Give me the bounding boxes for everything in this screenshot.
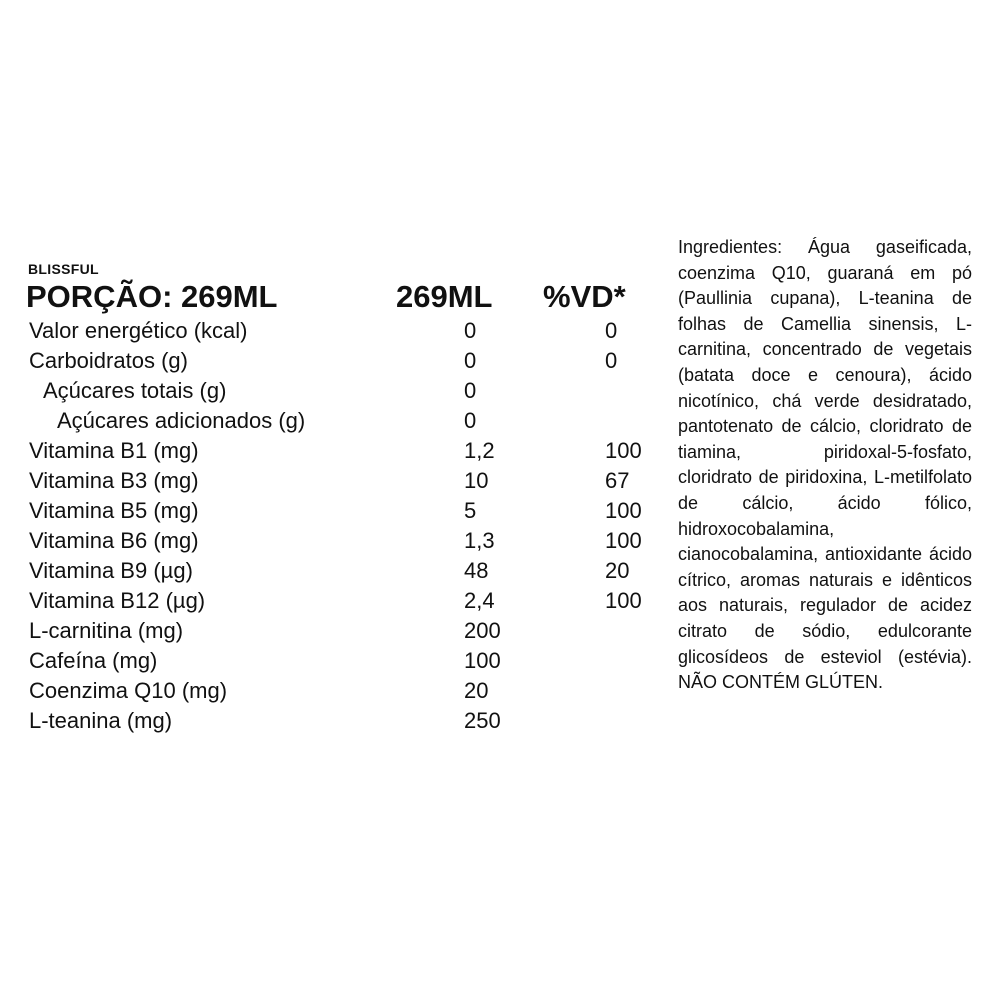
nutrient-name: Vitamina B12 (µg) [29,588,206,613]
nutrient-amount: 1,3 [464,528,495,553]
nutrient-name: Vitamina B9 (µg) [29,558,193,583]
nutrient-daily-value: 20 [605,558,630,583]
table-row [0,526,680,556]
portion-heading: PORÇÃO: 269ML [26,279,278,314]
nutrient-name: Valor energético (kcal) [29,318,248,343]
nutrient-amount: 5 [464,498,477,523]
nutrient-amount: 0 [464,378,477,403]
nutrient-amount: 10 [464,468,489,493]
nutrient-name: Coenzima Q10 (mg) [29,678,228,703]
nutrient-amount: 48 [464,558,489,583]
nutrient-amount: 2,4 [464,588,495,613]
amount-column-heading: 269ML [396,279,493,314]
nutrient-daily-value: 0 [605,348,618,373]
nutrition-table [0,316,680,736]
table-row [0,706,680,736]
nutrient-amount: 0 [464,408,477,433]
nutrient-daily-value: 100 [605,498,642,523]
nutrient-name: Açúcares totais (g) [43,378,227,403]
nutrient-name: Açúcares adicionados (g) [57,408,306,433]
nutrient-daily-value: 100 [605,528,642,553]
table-row [0,556,680,586]
table-row [0,316,680,346]
nutrient-name: L-carnitina (mg) [29,618,184,643]
nutrient-amount: 250 [464,708,501,733]
nutrient-name: Vitamina B3 (mg) [29,468,199,493]
nutrient-name: Cafeína (mg) [29,648,158,673]
brand-label: BLISSFUL [28,261,99,277]
nutrient-daily-value: 100 [605,438,642,463]
nutrient-amount: 100 [464,648,501,673]
table-row [0,406,680,436]
table-row [0,676,680,706]
table-row [0,616,680,646]
table-row [0,346,680,376]
nutrient-amount: 200 [464,618,501,643]
nutrient-name: Carboidratos (g) [29,348,188,373]
nutrient-amount: 0 [464,318,477,343]
nutrient-daily-value: 0 [605,318,618,343]
nutrient-name: Vitamina B5 (mg) [29,498,199,523]
table-row [0,466,680,496]
ingredients-text: Ingredientes: Água gaseificada, coenzima Q10, guaraná em pó (Paullinia cupana), L-teanina de folhas de Camellia sinensis, L- carnitina, concentrado de vegetais (batata doce e cenoura), ácido nicotínico, chá verde desidratado, pantotenato de cálcio, cloridrato de tiamina, piridoxal-5-fosfato, cloridrato de piridoxina, L-metilfolato de cálcio, ácido fólico, hidroxocobalamina, cianocobalamina, antioxidante ácido cítrico, aromas naturais e idênticos aos naturais, regulador de acidez citrato de sódio, edulcorante glicosídeos de esteviol (estévia). NÃO CONTÉM GLÚTEN. [678,237,972,693]
table-row [0,496,680,526]
daily-value-column-heading: %VD* [543,279,626,314]
nutrient-name: L-teanina (mg) [29,708,173,733]
nutrient-name: Vitamina B6 (mg) [29,528,199,553]
nutrient-daily-value: 100 [605,588,642,613]
table-row [0,376,680,406]
nutrient-amount: 20 [464,678,489,703]
nutrient-daily-value: 67 [605,468,630,493]
table-row [0,586,680,616]
table-row [0,436,680,466]
table-row [0,646,680,676]
nutrient-amount: 1,2 [464,438,495,463]
nutrient-name: Vitamina B1 (mg) [29,438,199,463]
nutrient-amount: 0 [464,348,477,373]
